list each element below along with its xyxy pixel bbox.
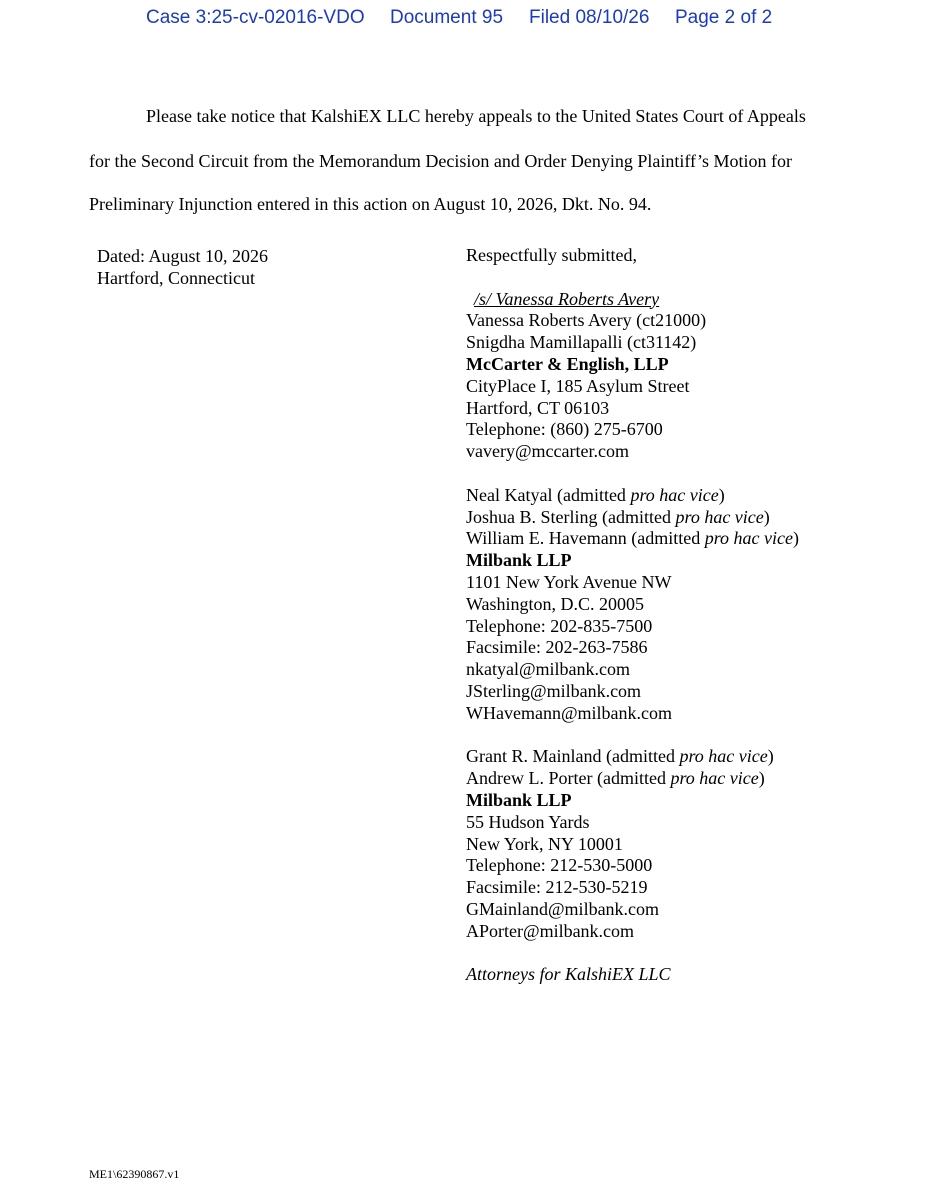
ecf-header [0, 7, 936, 35]
filed-date: Filed 08/10/26 [529, 7, 650, 28]
attorney-name: Grant R. Mainland (admitted pro hac vice) [466, 746, 774, 767]
page-count: Page 2 of 2 [675, 7, 773, 28]
attorney-name: Snigdha Mamillapalli (ct31142) [466, 332, 697, 353]
attorney-email: vavery@mccarter.com [466, 441, 629, 462]
notice-line-3: Preliminary Injunction entered in this action on August 10, 2026, Dkt. No. 94. [89, 194, 652, 214]
attorney-name: William E. Havemann (admitted pro hac vice) [466, 528, 799, 549]
attorneys-for: Attorneys for KalshiEX LLC [466, 964, 671, 985]
firm-name: McCarter & English, LLP [466, 353, 669, 374]
attorney-email: APorter@milbank.com [466, 920, 635, 941]
case-number: Case 3:25-cv-02016-VDO [146, 7, 365, 28]
attorney-name: Neal Katyal (admitted pro hac vice) [466, 484, 725, 505]
firm-telephone: Telephone: (860) 275-6700 [466, 419, 663, 440]
attorney-name: Andrew L. Porter (admitted pro hac vice) [466, 768, 765, 789]
attorney-name: Joshua B. Sterling (admitted pro hac vice) [466, 506, 770, 527]
attorney-email: nkatyal@milbank.com [466, 659, 631, 680]
dated-date: Dated: August 10, 2026 [97, 246, 268, 266]
firm-facsimile: Facsimile: 212-530-5219 [466, 877, 648, 898]
firm-telephone: Telephone: 212-530-5000 [466, 855, 653, 876]
firm-facsimile: Facsimile: 202-263-7586 [466, 637, 648, 658]
notice-line-1: Please take notice that KalshiEX LLC hereby appeals to the United States Court of Appeals [146, 106, 806, 126]
firm-address: 1101 New York Avenue NW [466, 571, 672, 592]
signature-block [466, 245, 906, 986]
closing: Respectfully submitted, [466, 245, 637, 265]
attorney-email: JSterling@milbank.com [466, 680, 642, 701]
dated-block [97, 245, 268, 289]
attorney-email: GMainland@milbank.com [466, 898, 660, 919]
firm-city: New York, NY 10001 [466, 833, 623, 854]
document-number: Document 95 [390, 7, 504, 28]
firm-address: CityPlace I, 185 Asylum Street [466, 375, 690, 396]
dated-place: Hartford, Connecticut [97, 268, 255, 288]
document-id-footer: ME1\62390867.v1 [89, 1167, 180, 1181]
signature-line [466, 289, 906, 311]
firm-name: Milbank LLP [466, 550, 572, 571]
firm-telephone: Telephone: 202-835-7500 [466, 615, 653, 636]
notice-line-2: for the Second Circuit from the Memorandum Decision and Order Denying Plaintiff’s Motion for [89, 151, 793, 171]
attorney-name: Vanessa Roberts Avery (ct21000) [466, 310, 707, 331]
firm-address: 55 Hudson Yards [466, 811, 590, 832]
firm-city: Washington, D.C. 20005 [466, 593, 645, 614]
attorney-email: WHavemann@milbank.com [466, 702, 673, 723]
firm-city: Hartford, CT 06103 [466, 397, 610, 418]
firm-name: Milbank LLP [466, 789, 572, 810]
e-signature: /s/ Vanessa Roberts Avery [474, 288, 660, 309]
